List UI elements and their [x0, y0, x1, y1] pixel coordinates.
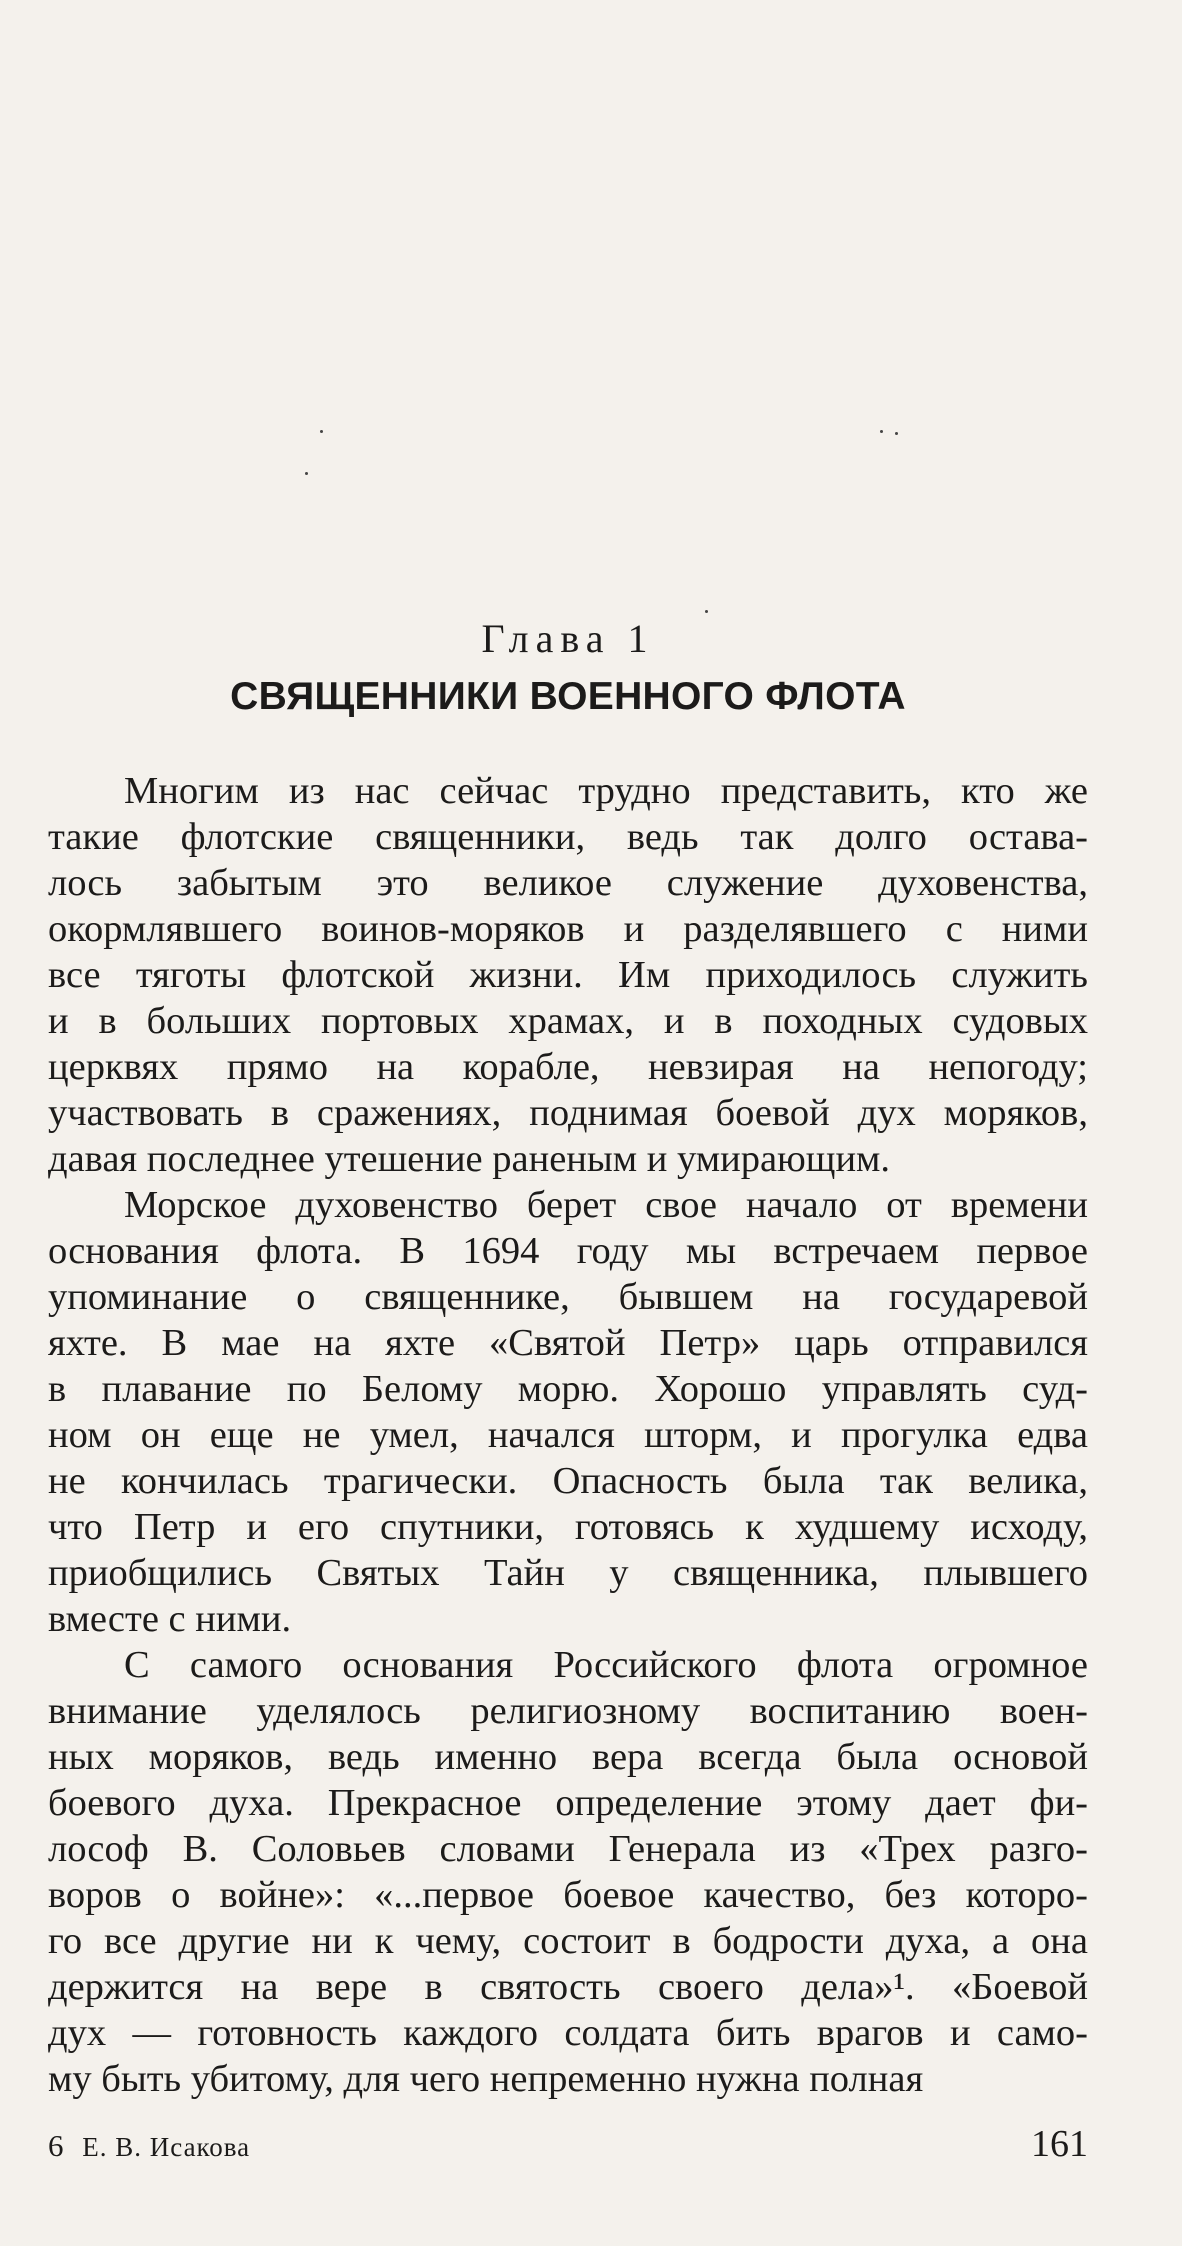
text-line: го все другие ни к чему, состоит в бодрости духа, а она: [48, 1920, 1088, 1962]
text-line: давая последнее утешение раненым и умирающим.: [48, 1138, 891, 1180]
signature-author: Е. В. Исакова: [82, 2132, 251, 2162]
text-line: основания флота. В 1694 году мы встречаем первое: [48, 1230, 1088, 1272]
text-line: дух — готовность каждого солдата бить врагов и само-: [48, 2012, 1088, 2054]
text-line: церквях прямо на корабле, невзирая на непогоду;: [48, 1046, 1088, 1088]
paragraph: [48, 1182, 1088, 1642]
text-line: приобщились Святых Тайн у священника, плывшего: [48, 1552, 1088, 1594]
dust-speck: [880, 430, 883, 433]
text-line: в плавание по Белому морю. Хорошо управлять суд-: [48, 1368, 1088, 1410]
page-number: 161: [1031, 2123, 1088, 2165]
text-line: вместе с ними.: [48, 1598, 292, 1640]
text-line: окормлявшего воинов-моряков и разделявшего с ними: [48, 908, 1088, 950]
chapter-label: Глава 1: [481, 616, 655, 661]
dust-speck: [305, 472, 308, 475]
paragraph: [48, 768, 1088, 1182]
text-line: лось забытым это великое служение духовенства,: [48, 862, 1088, 904]
text-line: ном он еще не умел, начался шторм, и прогулка едва: [48, 1414, 1088, 1456]
page-footer: [48, 2122, 1088, 2168]
chapter-title: СВЯЩЕННИКИ ВОЕННОГО ФЛОТА: [230, 675, 906, 718]
printer-signature: [48, 2128, 250, 2164]
dust-speck: [320, 430, 323, 433]
text-line: боевого духа. Прекрасное определение этому дает фи-: [48, 1782, 1088, 1824]
text-line: яхте. В мае на яхте «Святой Петр» царь отправился: [48, 1322, 1088, 1364]
signature-number: 6: [48, 2128, 65, 2163]
text-line: лософ В. Соловьев словами Генерала из «Трех разго-: [48, 1828, 1088, 1870]
text-line: держится на вере в святость своего дела»¹. «Боевой: [48, 1966, 1088, 2008]
text-line: му быть убитому, для чего непременно нужна полная: [48, 2058, 924, 2100]
text-line: Многим из нас сейчас трудно представить, кто же: [124, 770, 1088, 812]
text-line: Морское духовенство берет свое начало от времени: [124, 1184, 1088, 1226]
text-line: участвовать в сражениях, поднимая боевой дух моряков,: [48, 1092, 1088, 1134]
text-line: внимание уделялось религиозному воспитанию воен-: [48, 1690, 1088, 1732]
text-line: ных моряков, ведь именно вера всегда была основой: [48, 1736, 1088, 1778]
dust-speck: [895, 432, 898, 435]
text-line: такие флотские священники, ведь так долго остава-: [48, 816, 1088, 858]
text-line: все тяготы флотской жизни. Им приходилось служить: [48, 954, 1088, 996]
text-line: и в больших портовых храмах, и в походных судовых: [48, 1000, 1088, 1042]
text-line: С самого основания Российского флота огромное: [124, 1644, 1088, 1686]
paragraph: [48, 1642, 1088, 2102]
text-line: не кончилась трагически. Опасность была так велика,: [48, 1460, 1088, 1502]
text-line: что Петр и его спутники, готовясь к худшему исходу,: [48, 1506, 1088, 1548]
dust-speck: [705, 610, 708, 613]
text-line: упоминание о священнике, бывшем на государевой: [48, 1276, 1088, 1318]
body-text: [48, 768, 1088, 2102]
text-line: воров о войне»: «...первое боевое качество, без которо-: [48, 1874, 1088, 1916]
